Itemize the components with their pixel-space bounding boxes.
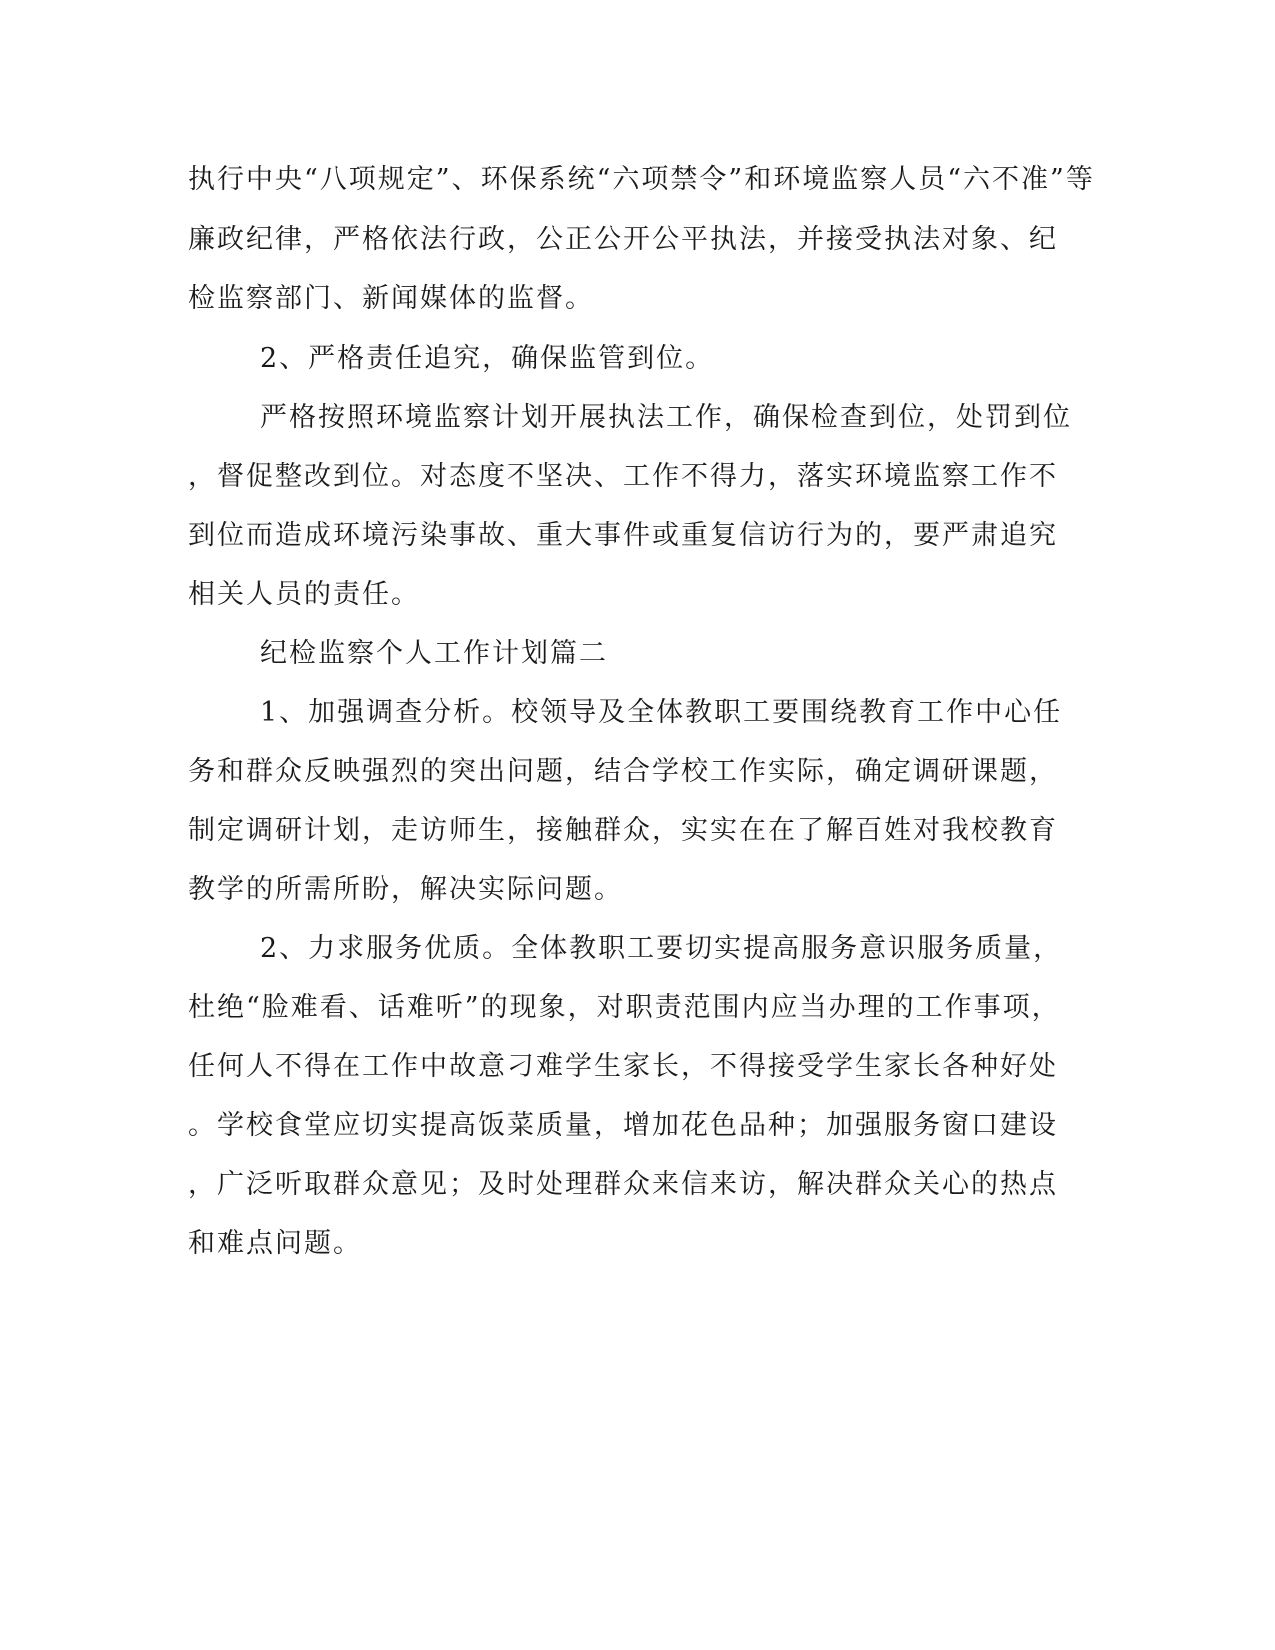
section-title: 纪检监察个人工作计划篇二 — [260, 638, 608, 669]
text-line: 和难点问题。 — [188, 1228, 362, 1259]
text-line: 教学的所需所盼，解决实际问题。 — [188, 874, 623, 905]
text-line: 1、加强调查分析。校领导及全体教职工要围绕教育工作中心任 — [260, 697, 1063, 728]
text-line: ，广泛听取群众意见；及时处理群众来信来访，解决群众关心的热点 — [188, 1169, 1058, 1200]
text-line: 任何人不得在工作中故意刁难学生家长，不得接受学生家长各种好处 — [188, 1051, 1058, 1082]
text-line: 到位而造成环境污染事故、重大事件或重复信访行为的，要严肃追究 — [188, 520, 1058, 551]
text-line: ，督促整改到位。对态度不坚决、工作不得力，落实环境监察工作不 — [188, 461, 1058, 492]
text-line: 务和群众反映强烈的突出问题，结合学校工作实际，确定调研课题， — [188, 756, 1058, 787]
text-line: 严格按照环境监察计划开展执法工作，确保检查到位，处罚到位 — [260, 402, 1072, 433]
text-line: 相关人员的责任。 — [188, 579, 420, 610]
text-line: 廉政纪律，严格依法行政，公正公开公平执法，并接受执法对象、纪 — [188, 224, 1058, 255]
text-line: 检监察部门、新闻媒体的监督。 — [188, 283, 594, 314]
text-line: 杜绝“脸难看、话难听”的现象，对职责范围内应当办理的工作事项， — [188, 992, 1061, 1023]
text-line: 。学校食堂应切实提高饭菜质量，增加花色品种；加强服务窗口建设 — [188, 1110, 1058, 1141]
text-line: 制定调研计划，走访师生，接触群众，实实在在了解百姓对我校教育 — [188, 815, 1058, 846]
text-line: 2、力求服务优质。全体教职工要切实提高服务意识服务质量， — [260, 933, 1063, 964]
section-heading: 2、严格责任追究，确保监管到位。 — [260, 343, 715, 374]
text-line: 执行中央“八项规定”、环保系统“六项禁令”和环境监察人员“六不准”等 — [188, 164, 1095, 195]
